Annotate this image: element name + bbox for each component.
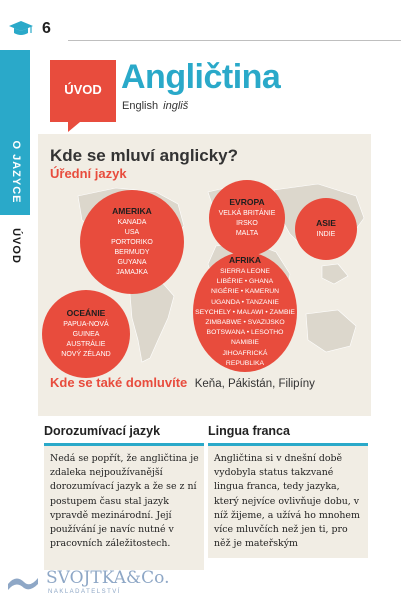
country-label: SEYCHELY • MALAWI • ZAMBIE	[195, 308, 295, 316]
column-lingua-franca	[208, 424, 368, 558]
column-dorozumivaci-jazyk	[44, 424, 204, 570]
country-label: INDIE	[316, 231, 336, 238]
column-heading: Dorozumívací jazyk	[44, 424, 161, 438]
country-label: UGANDA • TANZANIE	[211, 298, 279, 306]
publisher-logo	[6, 568, 170, 598]
badge-tail	[68, 122, 80, 132]
section-badge-label: ÚVOD	[64, 82, 102, 97]
publisher-mark-icon	[6, 570, 40, 592]
region-name: AFRIKA	[228, 254, 262, 265]
country-label: AUSTRÁLIE	[66, 341, 106, 348]
country-label: KANADA	[117, 219, 147, 226]
subtitle-pronunciation: ingliš	[163, 100, 189, 112]
country-label: GUYANA	[117, 259, 147, 266]
also-spoken-heading: Kde se také domluvíte	[50, 375, 188, 390]
section-badge	[50, 60, 116, 122]
country-label: NOVÝ ZÉLAND	[61, 351, 111, 358]
page-subtitle	[122, 100, 188, 112]
region-name: OCEÁNIE	[66, 308, 106, 318]
column-body: Angličtina si v dnešní době vydobyla status takzvané lingua franca, tedy jazyka, který nejvíce ovlivňuje dobu, v níž žijeme, a užívá ho mnohem více mluvčích než jen ti, pro něž je mateřským	[208, 446, 368, 558]
country-label: IRSKO	[236, 220, 258, 227]
world-map-panel	[38, 134, 371, 416]
region-bubble-oceanie	[42, 290, 130, 378]
country-label: PORTORIKO	[111, 239, 153, 246]
publisher-name: SVOJTKA&Co.	[46, 568, 170, 588]
country-label: SIERRA LEONE	[220, 267, 270, 275]
region-name: AMERIKA	[112, 206, 152, 216]
graduation-cap-icon	[8, 20, 34, 38]
region-bubble-evropa	[209, 180, 285, 256]
map-subtitle: Úřední jazyk	[50, 166, 127, 181]
page-title: Angličtina	[121, 58, 281, 96]
region-bubble-afrika	[193, 252, 297, 372]
country-label: BOTSWANA • LESOTHO	[206, 329, 284, 337]
also-spoken-line	[50, 374, 315, 392]
country-label: GUINEA	[72, 331, 100, 338]
map-title: Kde se mluví anglicky?	[50, 146, 239, 165]
subtitle-word: English	[122, 100, 159, 112]
header-divider	[68, 40, 401, 41]
country-label: NIGÉRIE • KAMERUN	[210, 288, 280, 296]
publisher-tagline: NAKLADATELSTVÍ	[48, 589, 121, 595]
column-body: Nedá se popřít, že angličtina je zdaleka nejpoužívanější dorozumívací jazyk a že se z ní postupem času stal jazyk vpravdě mezinárodní. Její používání je navíc nutné v pracovních záležitostech.	[44, 446, 204, 570]
country-label: JIHOAFRICKÁ	[222, 349, 268, 357]
region-name: EVROPA	[229, 197, 265, 207]
region-bubble-asie	[295, 198, 357, 260]
region-name: ASIE	[316, 218, 336, 228]
region-bubble-amerika	[80, 190, 184, 294]
country-label: NAMIBIE	[231, 339, 259, 347]
country-label: ZIMBABWE • SVAZIJSKO	[205, 319, 285, 326]
country-label: LIBÉRIE • GHANA	[216, 278, 274, 286]
also-spoken-countries: Keňa, Pákistán, Filipíny	[194, 378, 315, 390]
country-label: REPUBLIKA	[225, 359, 265, 367]
country-label: PAPUA-NOVÁ	[63, 321, 109, 328]
country-label: USA	[124, 229, 140, 236]
column-heading: Lingua franca	[208, 424, 290, 438]
country-label: VELKÁ BRITÁNIE	[218, 210, 276, 217]
page-header	[0, 0, 401, 46]
country-label: JAMAJKA	[116, 269, 148, 276]
country-label: BERMUDY	[114, 249, 150, 256]
page-number: 6	[42, 20, 51, 37]
country-label: MALTA	[235, 230, 259, 237]
